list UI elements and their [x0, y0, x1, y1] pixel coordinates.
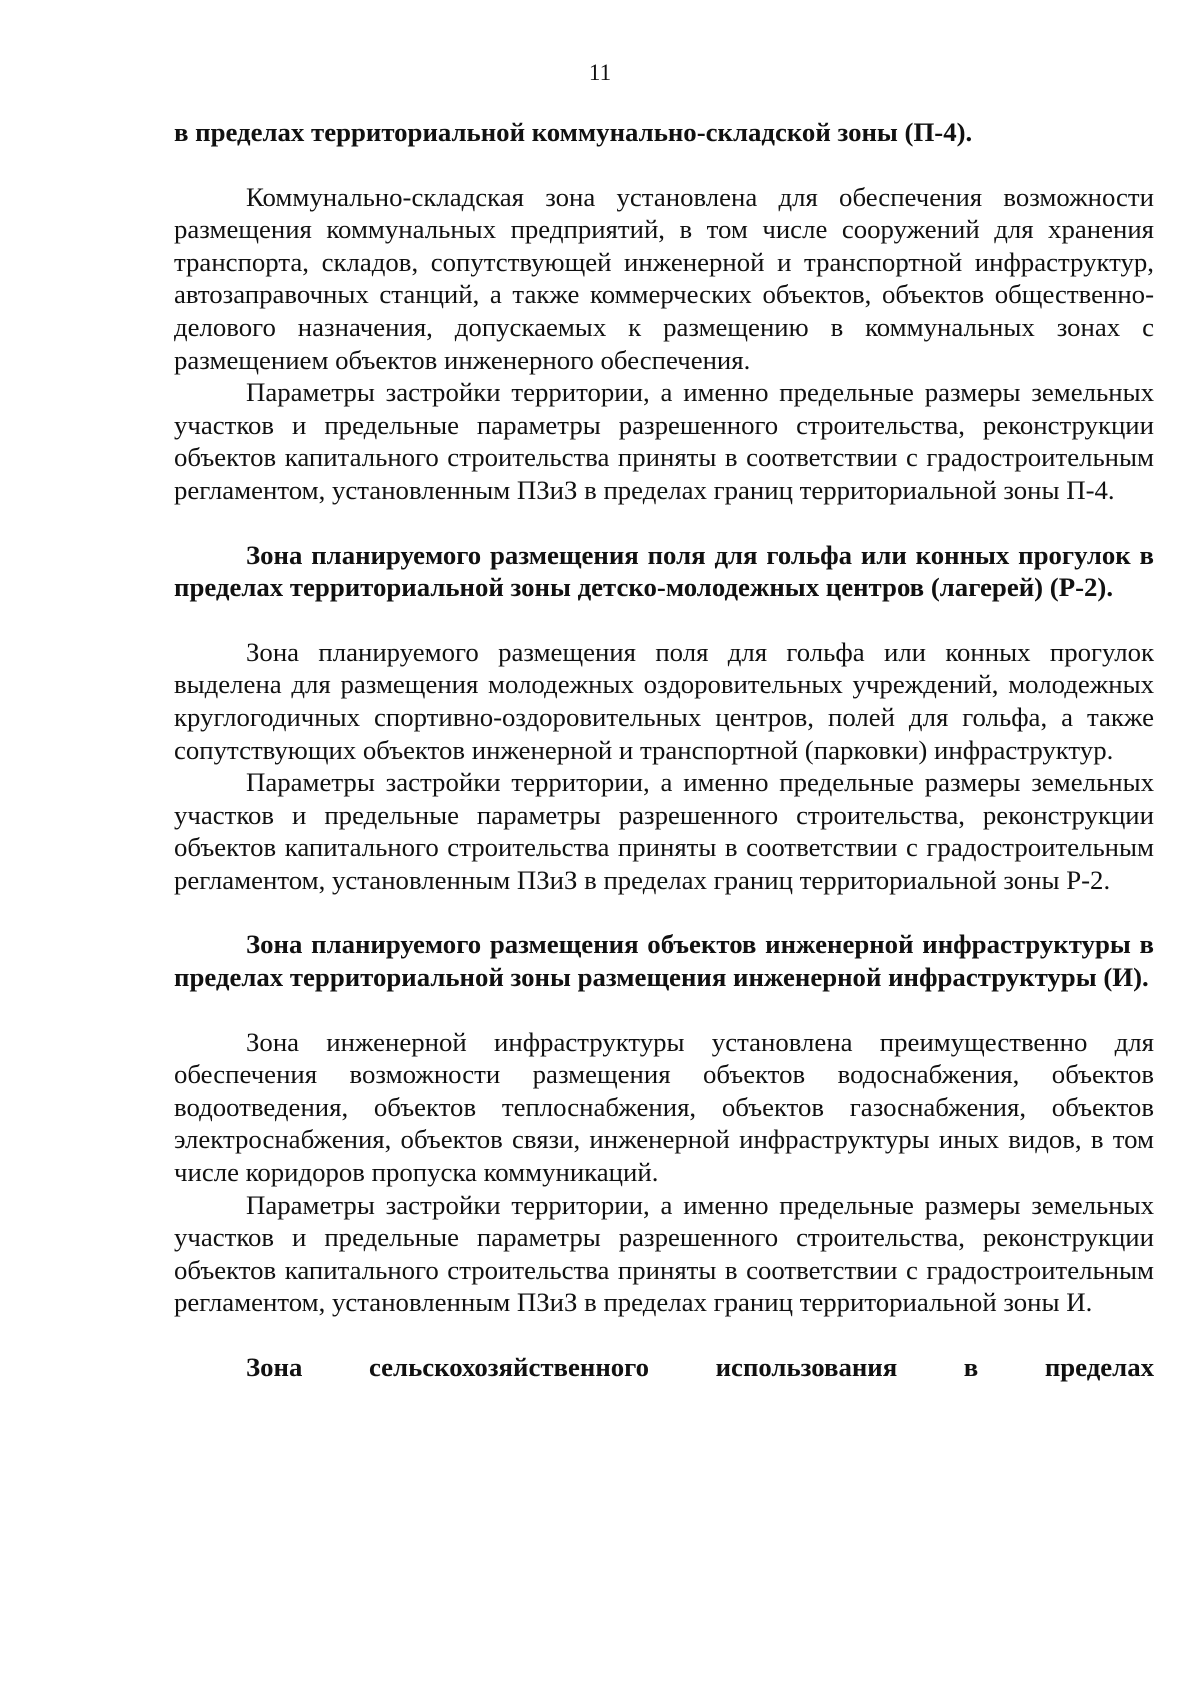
spacer	[174, 604, 1154, 636]
section-paragraph: Коммунально-складская зона установлена для обеспечения возможности размещения коммунальных предприятий, в том числе сооружений для хранения транспорта, складов, сопутствующей инженерной и транспортной инфраструктур, автозаправочных станций, а также коммерческих объектов, объектов общественно-делового назначения, допускаемых к размещению в коммунальных зонах с размещением объектов инженерного обеспечения.	[174, 181, 1154, 375]
section-paragraph: Зона планируемого размещения поля для гольфа или конных прогулок выделена для размещения молодежных оздоровительных учреждений, молодежных круглогодичных спортивно-оздоровительных центров, полей для гольфа, а также сопутствующих объектов инженерной и транспортной (парковки) инфраструктур.	[174, 636, 1154, 765]
spacer	[174, 507, 1154, 539]
spacer	[174, 149, 1154, 181]
section-heading: Зона планируемого размещения объектов инженерной инфраструктуры в пределах территориальной зоны размещения инженерной инфраструктуры (И).	[174, 929, 1154, 993]
document-body	[174, 116, 1154, 1384]
section-paragraph: Параметры застройки территории, а именно предельные размеры земельных участков и предельные параметры разрешенного строительства, реконструкции объектов капитального строительства приняты в соответствии с градостроительным регламентом, установленным ПЗиЗ в пределах границ территориальной зоны Р-2.	[174, 767, 1154, 895]
spacer	[174, 896, 1154, 928]
section-heading: Зона планируемого размещения поля для гольфа или конных прогулок в пределах территориальной зоны детско-молодежных центров (лагерей) (Р-2).	[174, 539, 1154, 603]
section-heading-continuation: в пределах территориальной коммунально-складской зоны (П-4).	[174, 117, 973, 147]
section-heading: Зона сельскохозяйственного использования в пределах	[246, 1352, 1154, 1382]
section-paragraph: Параметры застройки территории, а именно предельные размеры земельных участков и предельные параметры разрешенного строительства, реконструкции объектов капитального строительства приняты в соответствии с градостроительным регламентом, установленным ПЗиЗ в пределах границ территориальной зоны И.	[174, 1189, 1154, 1318]
spacer	[174, 994, 1154, 1026]
section-paragraph: Зона инженерной инфраструктуры установлена преимущественно для обеспечения возможности размещения объектов водоснабжения, объектов водоотведения, объектов теплоснабжения, объектов газоснабжения, объектов электроснабжения, объектов связи, инженерной инфраструктуры иных видов, в том числе коридоров пропуска коммуникаций.	[174, 1026, 1154, 1188]
spacer	[174, 1319, 1154, 1351]
page-number: 11	[588, 60, 612, 85]
section-paragraph: Параметры застройки территории, а именно предельные размеры земельных участков и предельные параметры разрешенного строительства, реконструкции объектов капитального строительства приняты в соответствии с градостроительным регламентом, установленным ПЗиЗ в пределах границ территориальной зоны П-4.	[174, 377, 1154, 505]
